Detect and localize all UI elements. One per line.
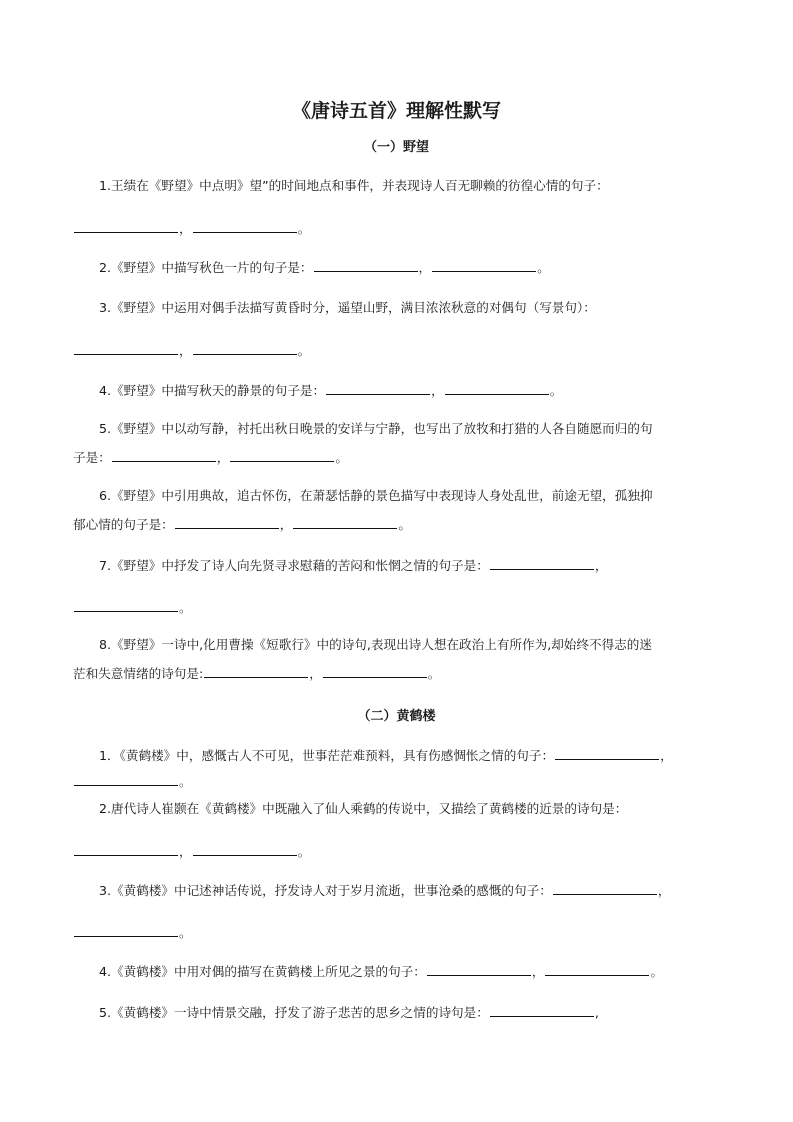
answer-blank[interactable]: [490, 556, 594, 570]
question-text: 5.《野望》中以动写静，衬托出秋日晚景的安详与宁静，也写出了放牧和打猎的人各自随愿而归的句: [99, 421, 653, 436]
question-3: [99, 299, 759, 317]
answer-blank[interactable]: [175, 515, 279, 529]
answer-blank[interactable]: [314, 258, 418, 272]
answer-blank[interactable]: [293, 515, 397, 529]
answer-line-1: ， 。: [73, 219, 733, 238]
section-heading-2: （二）黄鹤楼: [357, 709, 436, 724]
answer-blank[interactable]: [427, 962, 531, 976]
answer-blank[interactable]: [490, 1003, 594, 1017]
answer-blank[interactable]: [230, 448, 334, 462]
question-6: [99, 487, 759, 505]
answer-blank[interactable]: [74, 923, 178, 937]
answer-line-8: 茫和失意情绪的诗句是: ， 。: [73, 666, 441, 681]
answer-blank[interactable]: [74, 598, 178, 612]
question-text: 3.《野望》中运用对偶手法描写黄昏时分，遥望山野，满目浓浓秋意的对偶句（写景句）：: [99, 300, 596, 315]
answer-line-h1: 。: [73, 772, 733, 791]
question-4: 4.《野望》中描写秋天的静景的句子是： ， 。: [99, 383, 563, 398]
question-8: [99, 636, 759, 654]
question-text: 3.《黄鹤楼》中记述神话传说，抒发诗人对于岁月流逝，世事沧桑的感慨的句子：: [99, 883, 552, 898]
question-text: 4.《黄鹤楼》中用对偶的描写在黄鹤楼上所见之景的句子：: [99, 964, 426, 979]
answer-blank[interactable]: [74, 341, 178, 355]
answer-blank[interactable]: [545, 962, 649, 976]
answer-blank[interactable]: [74, 842, 178, 856]
question-text: 2.唐代诗人崔颢在《黄鹤楼》中既融入了仙人乘鹤的传说中，又描绘了黄鹤楼的近景的诗句是：: [99, 801, 628, 816]
question-h4: 4.《黄鹤楼》中用对偶的描写在黄鹤楼上所见之景的句子： ， 。: [99, 964, 664, 979]
question-text: 1.王绩在《野望》中点明》望”的时间地点和事件，并表现诗人百无聊赖的彷徨心情的句子：: [99, 178, 609, 193]
answer-blank[interactable]: [74, 219, 178, 233]
answer-line-6: 郁心情的句子是： ， 。: [73, 517, 411, 532]
answer-blank[interactable]: [553, 881, 657, 895]
answer-blank[interactable]: [432, 258, 536, 272]
answer-blank[interactable]: [326, 381, 430, 395]
answer-blank[interactable]: [193, 842, 297, 856]
question-5: [99, 420, 759, 438]
answer-blank[interactable]: [323, 664, 427, 678]
question-h5: 5.《黄鹤楼》一诗中情景交融，抒发了游子悲苦的思乡之情的诗句是： ,: [99, 1005, 599, 1020]
answer-line-5: 子是： ， 。: [73, 450, 348, 465]
question-text: 4.《野望》中描写秋天的静景的句子是：: [99, 383, 326, 398]
answer-blank[interactable]: [193, 341, 297, 355]
question-text: 8.《野望》一诗中,化用曹操《短歌行》中的诗句,表现出诗人想在政治上有所作为,却始终不得志的迷: [99, 637, 652, 652]
question-text: 2.《野望》中描写秋色一片的句子是：: [99, 260, 313, 275]
answer-blank[interactable]: [193, 219, 297, 233]
section-heading-1: （一）野望: [363, 140, 429, 155]
question-7: 7.《野望》中抒发了诗人向先贤寻求慰藉的苦闷和怅惘之情的句子是： ，: [99, 558, 608, 573]
answer-blank[interactable]: [204, 664, 308, 678]
answer-line-h3: 。: [73, 923, 733, 942]
question-h1: 1．《黄鹤楼》中，感慨古人不可见，世事茫茫难预料，具有伤感惆怅之情的句子： ，: [99, 748, 673, 763]
answer-line-h2: ， 。: [73, 842, 733, 861]
question-h2: [99, 800, 759, 818]
answer-blank[interactable]: [112, 448, 216, 462]
question-text: 7.《野望》中抒发了诗人向先贤寻求慰藉的苦闷和怅惘之情的句子是：: [99, 558, 489, 573]
answer-blank[interactable]: [445, 381, 549, 395]
answer-blank[interactable]: [555, 746, 659, 760]
question-text: 5.《黄鹤楼》一诗中情景交融，抒发了游子悲苦的思乡之情的诗句是：: [99, 1005, 489, 1020]
question-2: 2.《野望》中描写秋色一片的句子是： ， 。: [99, 260, 550, 275]
question-h3: 3.《黄鹤楼》中记述神话传说，抒发诗人对于岁月流逝，世事沧桑的感慨的句子： ，: [99, 883, 671, 898]
answer-line-3: ， 。: [73, 341, 733, 360]
page-title: 《唐诗五首》理解性默写: [291, 100, 501, 122]
answer-blank[interactable]: [74, 772, 178, 786]
question-text: 6.《野望》中引用典故，追古怀伤，在萧瑟恬静的景色描写中表现诗人身处乱世，前途无望，孤独抑: [99, 488, 653, 503]
answer-line-7: 。: [73, 598, 733, 617]
question-text: 1．《黄鹤楼》中，感慨古人不可见，世事茫茫难预料，具有伤感惆怅之情的句子：: [99, 748, 555, 763]
question-1: [99, 177, 759, 195]
